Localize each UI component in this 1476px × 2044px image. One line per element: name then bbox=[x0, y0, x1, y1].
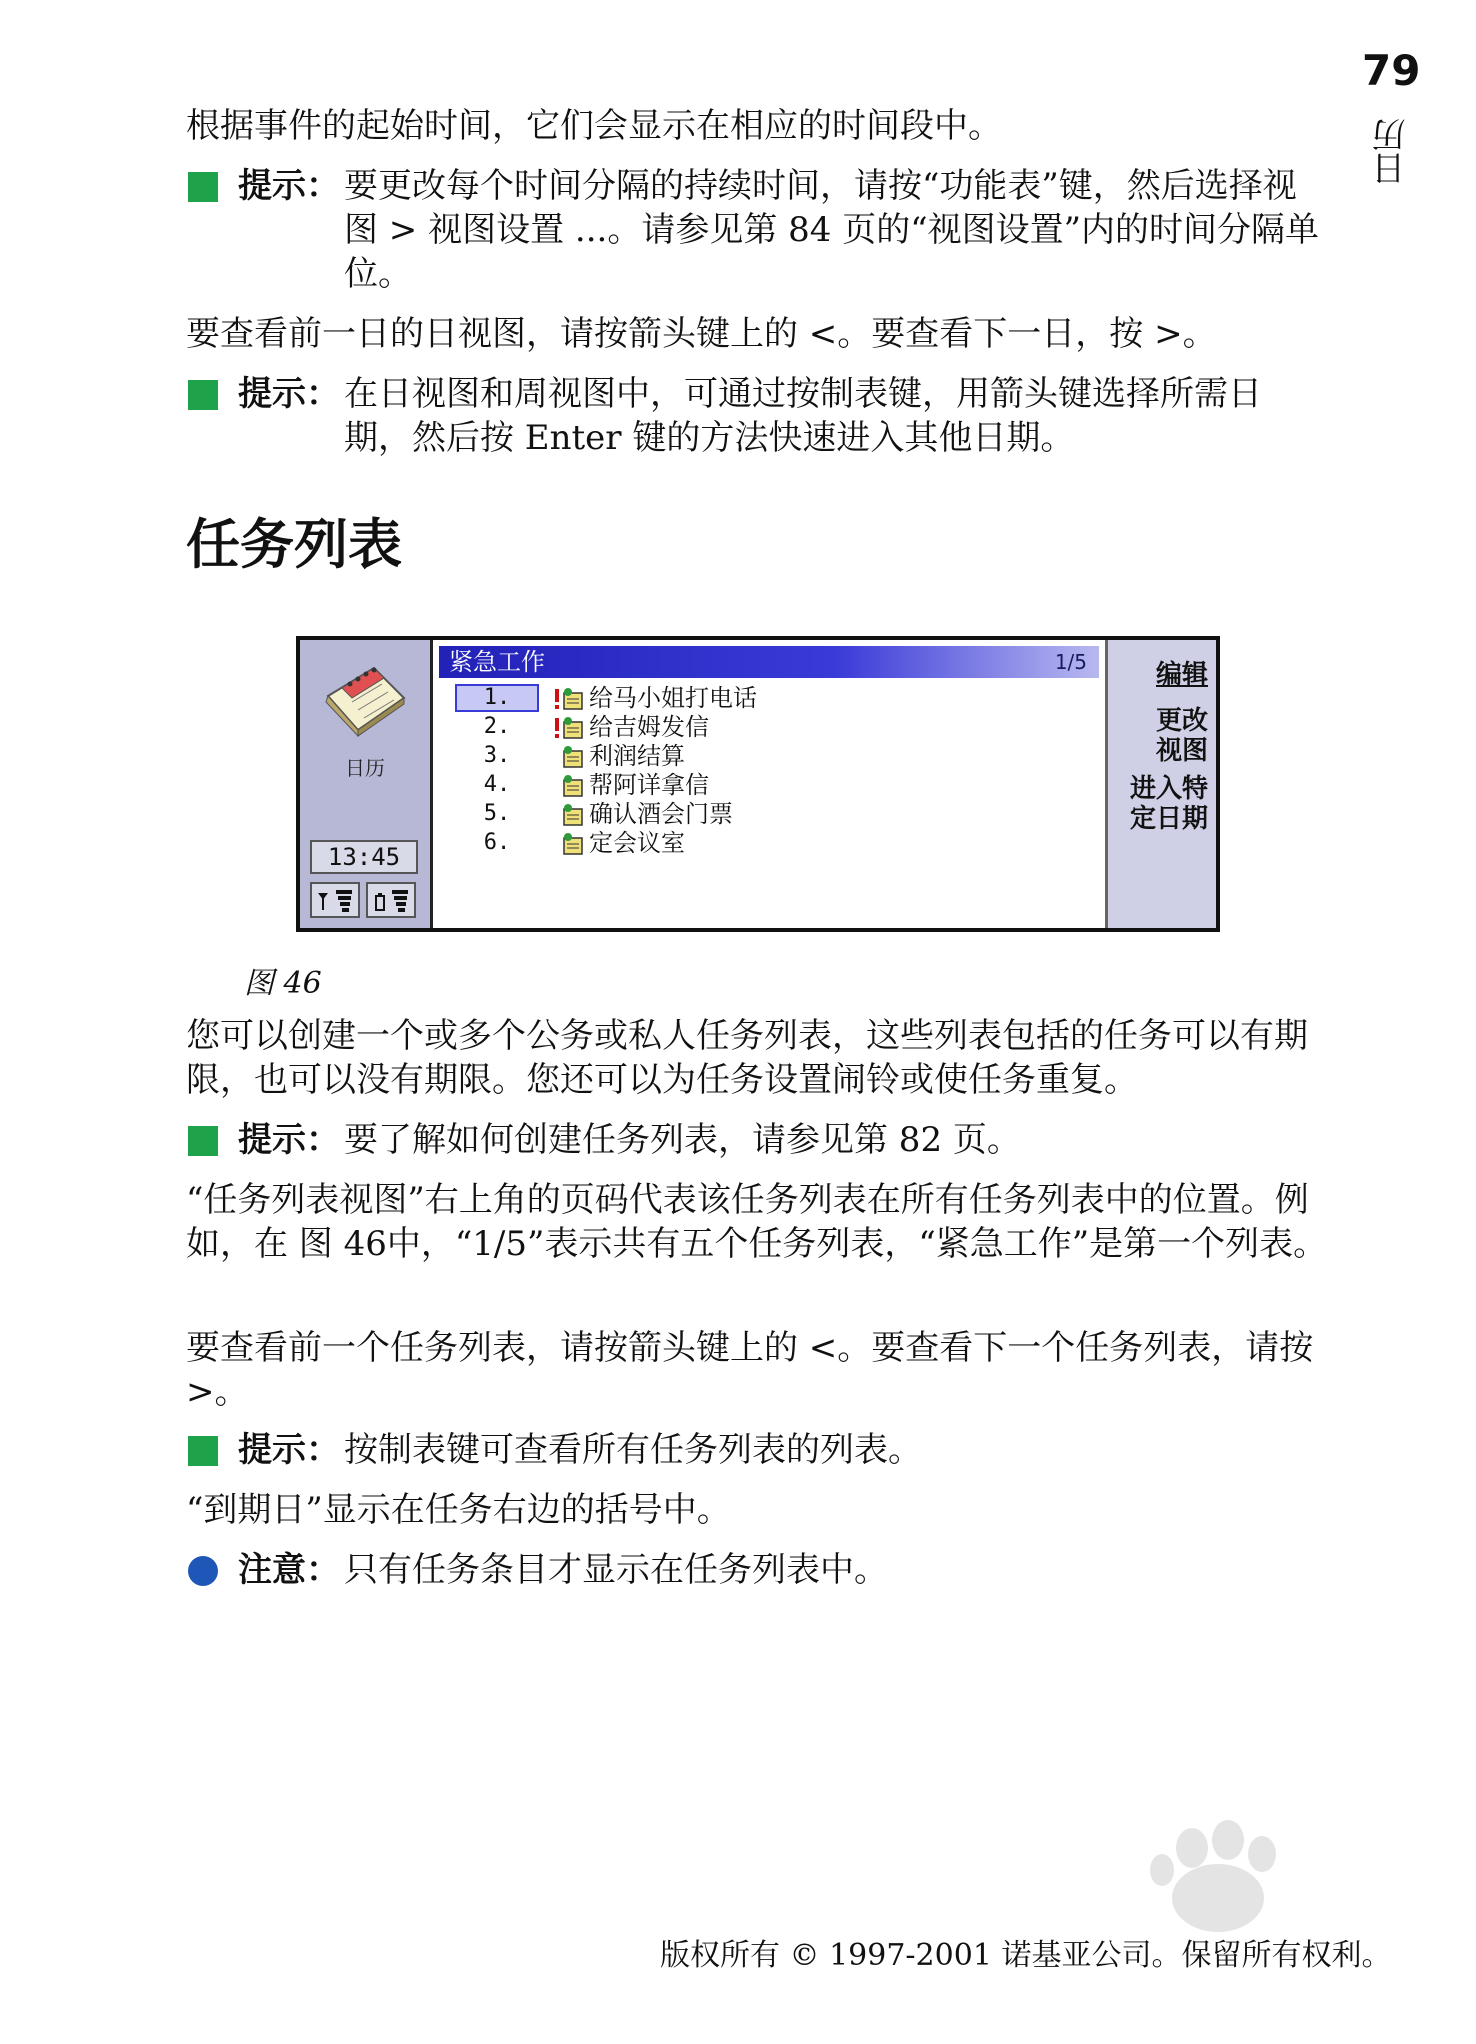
paragraph-5: 要查看前一个任务列表，请按箭头键上的 <。要查看下一个任务列表，请按 >。 bbox=[186, 1328, 1314, 1412]
tip-text: 要了解如何创建任务列表，请参见第 82 页。 bbox=[344, 1120, 1021, 1160]
clock: 13:45 bbox=[310, 840, 418, 874]
goto-date-softkey[interactable] bbox=[1130, 774, 1208, 834]
note bbox=[186, 1548, 1336, 1592]
note-label: 注意： bbox=[238, 1550, 340, 1590]
task-icon bbox=[553, 803, 587, 827]
priority-task-icon bbox=[553, 687, 587, 711]
tip-text: 要更改每个时间分隔的持续时间，请按“功能表”键，然后选择视图 > 视图设置 ...。请参见第 84 页的“视图设置”内的时间分隔单位。 bbox=[344, 166, 1319, 294]
paragraph-6: “到期日”显示在任务右边的括号中。 bbox=[186, 1490, 731, 1530]
note-text: 只有任务条目才显示在任务列表中。 bbox=[344, 1550, 888, 1590]
page-number: 79 bbox=[1362, 46, 1421, 95]
task-icon bbox=[553, 832, 587, 856]
tip-text: 在日视图和周视图中，可通过按制表键，用箭头键选择所需日期，然后按 Enter 键的方法快速进入其他日期。 bbox=[344, 374, 1262, 458]
figure-caption: 图 46 bbox=[244, 966, 322, 1001]
edit-softkey[interactable]: 编辑 bbox=[1155, 660, 1208, 690]
task-icon bbox=[553, 745, 587, 769]
battery-icon bbox=[368, 884, 414, 916]
signal-icon bbox=[312, 884, 358, 916]
chapter-side-tab: 日历 bbox=[1372, 118, 1412, 186]
list-title: 紧急工作 bbox=[449, 648, 545, 676]
change-view-softkey[interactable] bbox=[1156, 706, 1208, 766]
tip-1 bbox=[186, 164, 1336, 296]
change-view-label-1: 更改 bbox=[1155, 706, 1208, 736]
tip-marker-icon bbox=[188, 172, 218, 202]
tip-label: 提示： bbox=[238, 1120, 340, 1160]
task-number: 1. bbox=[455, 684, 539, 712]
device-screenshot bbox=[296, 636, 1220, 932]
tip-label: 提示： bbox=[238, 374, 340, 414]
task-number: 3. bbox=[483, 743, 511, 768]
task-text: 定会议室 bbox=[589, 829, 685, 857]
signal-indicator bbox=[310, 882, 360, 918]
note-marker-icon bbox=[188, 1556, 218, 1586]
copyright-footer: 版权所有 © 1997-2001 诺基亚公司。保留所有权利。 bbox=[660, 1938, 1392, 1973]
task-text: 给马小姐打电话 bbox=[589, 684, 757, 712]
list-title-bar bbox=[439, 646, 1099, 678]
paragraph-3: 您可以创建一个或多个公务或私人任务列表，这些列表包括的任务可以有期限，也可以没有期限。您还可以为任务设置闹铃或使任务重复。 bbox=[186, 1016, 1308, 1100]
goto-date-label-1: 进入特 bbox=[1129, 774, 1208, 804]
calendar-app-icon bbox=[322, 658, 408, 738]
priority-task-icon bbox=[553, 716, 587, 740]
goto-date-label-2: 定日期 bbox=[1129, 804, 1208, 834]
tip-4 bbox=[186, 1428, 1336, 1472]
tip-marker-icon bbox=[188, 380, 218, 410]
list-page-indicator: 1/5 bbox=[1054, 650, 1087, 674]
task-number: 5. bbox=[483, 801, 511, 826]
task-number: 2. bbox=[483, 714, 511, 739]
tip-marker-icon bbox=[188, 1436, 218, 1466]
battery-indicator bbox=[366, 882, 416, 918]
section-heading: 任务列表 bbox=[186, 513, 402, 576]
tip-3 bbox=[186, 1118, 1336, 1162]
softkey-panel bbox=[1105, 640, 1216, 928]
app-label: 日历 bbox=[345, 756, 385, 780]
task-number: 6. bbox=[483, 830, 511, 855]
tip-label: 提示： bbox=[238, 1430, 340, 1470]
task-text: 帮阿详拿信 bbox=[589, 771, 709, 799]
tip-marker-icon bbox=[188, 1126, 218, 1156]
task-text: 确认酒会门票 bbox=[589, 800, 733, 828]
task-list-panel bbox=[433, 640, 1105, 928]
task-text: 利润结算 bbox=[589, 742, 685, 770]
change-view-label-2: 视图 bbox=[1155, 736, 1208, 766]
paragraph-4: “任务列表视图”右上角的页码代表该任务列表在所有任务列表中的位置。例如，在 图 46中，“1/5”表示共有五个任务列表，“紧急工作”是第一个列表。 bbox=[186, 1180, 1328, 1264]
tip-2 bbox=[186, 372, 1336, 460]
task-icon bbox=[553, 774, 587, 798]
task-text: 给吉姆发信 bbox=[589, 713, 709, 741]
paragraph-1: 根据事件的起始时间，它们会显示在相应的时间段中。 bbox=[186, 106, 1002, 146]
tip-label: 提示： bbox=[238, 166, 340, 206]
tip-text: 按制表键可查看所有任务列表的列表。 bbox=[344, 1430, 922, 1470]
status-panel bbox=[300, 640, 433, 928]
paragraph-2: 要查看前一日的日视图，请按箭头键上的 <。要查看下一日，按 >。 bbox=[186, 314, 1217, 354]
task-number: 4. bbox=[483, 772, 511, 797]
